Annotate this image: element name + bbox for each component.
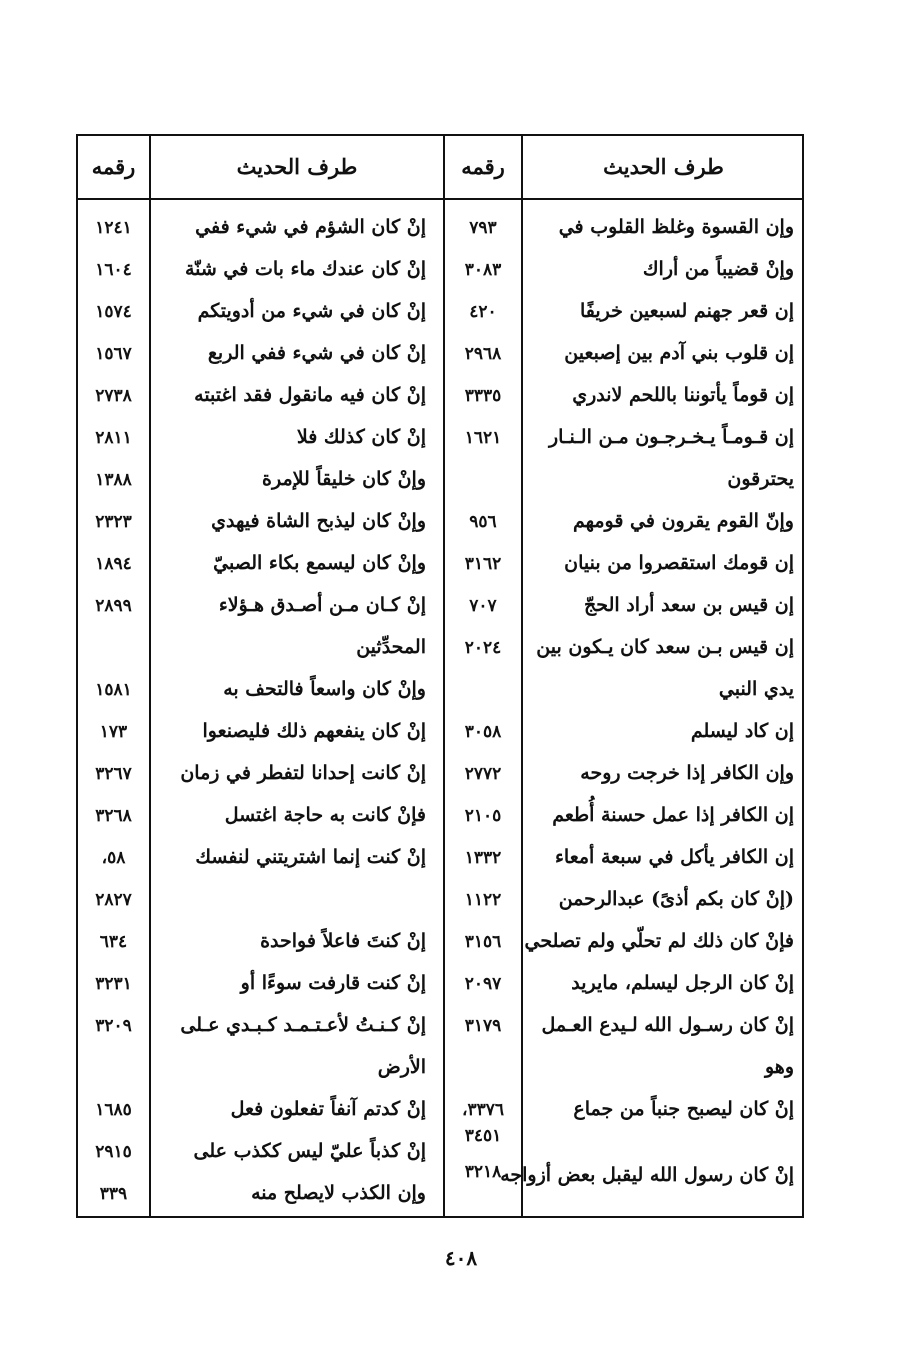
hadith-entry-text: إن كاد ليسلم xyxy=(690,720,794,742)
hadith-entry-text: يدي النبي xyxy=(718,678,794,700)
hadith-number: ٣٢٠٩ xyxy=(95,1016,132,1036)
header-number-left: رقمه xyxy=(91,154,136,179)
hadith-number: ٣١٧٩ xyxy=(464,1016,502,1036)
column-divider xyxy=(149,136,151,1216)
hadith-entry-text: يحترقون xyxy=(727,468,794,490)
page-number: ٤٠٨ xyxy=(444,1246,478,1270)
hadith-number: ٢٠٩٧ xyxy=(464,974,502,994)
hadith-entry-text: إن قلوب بني آدم بين إصبعين xyxy=(564,342,794,364)
hadith-entry-text: إنْ كـنـتُ لأعـتـمـد كـبـدي عـلى xyxy=(180,1014,426,1036)
hadith-entry-text: وإنّ القوم يقرون في قومهم xyxy=(572,510,794,532)
hadith-number: ٢٨٩٩ xyxy=(95,596,132,616)
hadith-number: ٣٤٥١ xyxy=(464,1126,502,1146)
hadith-entry-text: وإن الكذب لايصلح منه xyxy=(251,1182,426,1204)
hadith-entry-text: فإنْ كان ذلك لم تحلّي ولم تصلحي xyxy=(524,930,794,952)
hadith-entry-text: وإنْ كان ليذبح الشاة فيهدي xyxy=(211,510,426,532)
hadith-number: ١٣٣٢ xyxy=(464,848,502,868)
hadith-entry-text: إنْ كان فيه مانقول فقد اغتبته xyxy=(194,384,426,406)
hadith-number: ٣٣٣٥ xyxy=(464,386,502,406)
hadith-entry-text: إنْ كانت إحدانا لتفطر في زمان xyxy=(180,762,426,784)
hadith-number: ١٦٨٥ xyxy=(95,1100,132,1120)
hadith-entry-text: إنْ كان في شيء من أدويتكم xyxy=(197,300,426,322)
column-divider xyxy=(521,136,523,1216)
hadith-number: ٣١٥٦ xyxy=(464,932,502,952)
hadith-number: ١٧٣ xyxy=(99,722,128,742)
hadith-number: ٣٠٥٨ xyxy=(464,722,502,742)
hadith-entry-text: إنْ كان رسول الله ليقبل بعض أزواجه xyxy=(500,1164,794,1186)
hadith-entry-text: إنْ كان كذلك فلا xyxy=(296,426,426,448)
hadith-entry-text: إن قيس بن سعد أراد الحجّ xyxy=(584,594,794,616)
header-number-right: رقمه xyxy=(461,154,505,179)
hadith-entry-text: إنْ كان ليصبح جنباً من جماع xyxy=(573,1098,794,1120)
hadith-number: ٢٣٢٣ xyxy=(95,512,132,532)
hadith-number: ١٦٢١ xyxy=(464,428,502,448)
hadith-entry-text: إن الكافر يأكل في سبعة أمعاء xyxy=(554,846,794,868)
hadith-number: ٢٨١١ xyxy=(95,428,132,448)
hadith-entry-text: إن الكافر إذا عمل حسنة أُطعم xyxy=(552,804,794,826)
hadith-entry-text: المحدِّثين xyxy=(356,636,426,658)
hadith-number: ٢٩١٥ xyxy=(95,1142,132,1162)
hadith-number: ٢٩٦٨ xyxy=(464,344,502,364)
hadith-number: ٤٢٠ xyxy=(469,302,497,322)
hadith-number: ١٣٨٨ xyxy=(95,470,132,490)
hadith-entry-text: وإن القسوة وغلظ القلوب في xyxy=(558,216,794,238)
hadith-number: ١٢٤١ xyxy=(95,218,132,238)
hadith-entry-text: (إنْ كان بكم أذىً) عبدالرحمن xyxy=(558,888,794,910)
hadith-entry-text: إنْ كان في شيء ففي الربع xyxy=(207,342,426,364)
hadith-entry-text: إنْ كان ينفعهم ذلك فليصنعوا xyxy=(202,720,426,742)
hadith-entry-text: إنْ كان عندك ماء بات في شنّة xyxy=(184,258,426,280)
hadith-number: ٩٥٦ xyxy=(469,512,497,532)
hadith-entry-text: وإنْ قضيباً من أراك xyxy=(642,258,794,280)
header-hadith-text-right: طرف الحديث xyxy=(603,154,724,179)
hadith-number: ٧٩٣ xyxy=(469,218,497,238)
hadith-entry-text: إنْ كذباً عليّ ليس ككذب على xyxy=(193,1140,426,1162)
hadith-entry-text: إنْ كان رسـول الله لـيدع العـمل xyxy=(541,1014,794,1036)
hadith-number: ٣١٦٢ xyxy=(464,554,502,574)
hadith-number: ٧٠٧ xyxy=(469,596,497,616)
hadith-number: ١٨٩٤ xyxy=(95,554,132,574)
hadith-number: ١٥٨١ xyxy=(95,680,132,700)
hadith-entry-text: وإنْ كان واسعاً فالتحف به xyxy=(223,678,426,700)
hadith-entry-text: وإنْ كان خليقاً للإمرة xyxy=(262,468,426,490)
hadith-entry-text: إنْ كان الرجل ليسلم، مايريد xyxy=(571,972,794,994)
hadith-entry-text: إن قوماً يأتوننا باللحم لاندري xyxy=(572,384,794,406)
header-hadith-text-left: طرف الحديث xyxy=(236,154,358,179)
hadith-number: ٢٧٣٨ xyxy=(95,386,132,406)
hadith-number: ٥٨، xyxy=(101,848,126,868)
hadith-number: ١١٢٢ xyxy=(464,890,502,910)
hadith-number: ٣٢٦٧ xyxy=(95,764,132,784)
hadith-number: ١٥٧٤ xyxy=(95,302,132,322)
hadith-number: ٣٢١٨ xyxy=(464,1162,502,1182)
hadith-number: ٢٠٢٤ xyxy=(464,638,502,658)
hadith-entry-text: الأرض xyxy=(377,1056,426,1078)
hadith-entry-text: وهو xyxy=(764,1056,794,1078)
hadith-number: ٣٠٨٣ xyxy=(464,260,502,280)
hadith-entry-text: إن قـومـاً يـخـرجـون مـن الـنـار xyxy=(548,426,794,448)
hadith-entry-text: إنْ كنت إنما اشتريتني لنفسك xyxy=(195,846,426,868)
hadith-entry-text: فإنْ كانت به حاجة اغتسل xyxy=(224,804,426,826)
hadith-entry-text: إنْ كنتَ فاعلاً فواحدة xyxy=(260,930,426,952)
hadith-entry-text: إن قيس بـن سعد كان يـكون بين xyxy=(536,636,794,658)
hadith-number: ٣٣٧٦، xyxy=(461,1100,505,1120)
hadith-number: ١٥٦٧ xyxy=(95,344,132,364)
hadith-entry-text: إنْ كدتم آنفاً تفعلون فعل xyxy=(230,1098,426,1120)
header-divider xyxy=(78,198,802,200)
hadith-number: ٣٢٦٨ xyxy=(95,806,132,826)
hadith-number: ٢١٠٥ xyxy=(464,806,502,826)
hadith-number: ١٦٠٤ xyxy=(95,260,132,280)
hadith-number: ٢٨٢٧ xyxy=(95,890,132,910)
hadith-entry-text: وإنْ كان ليسمع بكاء الصبيّ xyxy=(213,552,426,574)
hadith-entry-text: إنْ كان الشؤم في شيء ففي xyxy=(195,216,426,238)
hadith-number: ٣٢٣١ xyxy=(95,974,132,994)
hadith-entry-text: إنْ كنت قارفت سوءًا أو xyxy=(240,972,426,994)
hadith-entry-text: وإن الكافر إذا خرجت روحه xyxy=(580,762,794,784)
hadith-number: ٦٣٤ xyxy=(99,932,128,952)
index-table xyxy=(76,134,804,1218)
hadith-number: ٣٣٩ xyxy=(99,1184,128,1204)
hadith-entry-text: إن قعر جهنم لسبعين خريفًا xyxy=(579,300,794,322)
hadith-entry-text: إنْ كـان مـن أصـدق هـؤلاء xyxy=(218,594,426,616)
hadith-entry-text: إن قومك استقصروا من بنيان xyxy=(564,552,794,574)
column-divider xyxy=(443,136,445,1216)
hadith-number: ٢٧٧٢ xyxy=(464,764,502,784)
